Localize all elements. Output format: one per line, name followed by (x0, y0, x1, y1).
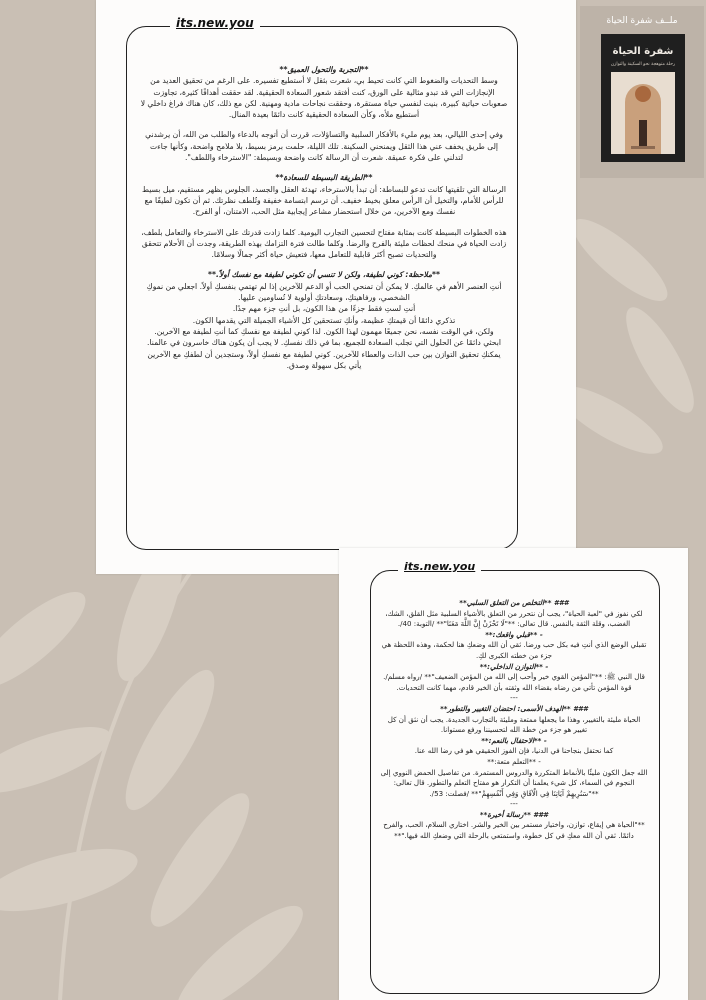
paragraph: --- (510, 799, 518, 809)
book-cover (601, 34, 685, 162)
paragraph: هذه الخطوات البسيطة كانت بمثابة مفتاح لتحسين التجارب اليومية. كلما زادت قدرتك على الاسترخاء والتعامل بلطف، زادت الحياة في منحك لحظات مليئة بالفرح والرضا. وكلما طالت فترة التزامك بهذه الطريقة، وجدت أن الأحلام تتحقق والتحديات تصبح أكثر قابلية للتعامل معها، فتعيش حياة أكثر جمالًا وسلامًا. (141, 227, 507, 260)
section-heading: **التجربة والتحول العميق** (279, 65, 369, 74)
page-2-brand-title: its.new.you (398, 560, 481, 573)
book-header: ملــف شفرة الحياة (606, 16, 678, 26)
cover-subtitle: رحلة متوهجة نحو السكينة والتوازن (610, 62, 676, 67)
paragraph: أنتِ العنصر الأهم في عالمكِ. لا يمكن أن تمنحي الحب أو الدعم للآخرين إذا لم تهتمي بنفسكِ أولاً. اجعلي من نموكِ الشخصي، ورفاهيتكِ، وسعادتكِ أولوية لا تُساومين عليها. (146, 281, 502, 303)
cover-title: شفرة الحياة (612, 46, 674, 57)
paragraph: كما نحتفل بنجاحنا في الدنيا، فإن الفوز الحقيقي هو في رضا الله عنا. (414, 746, 614, 756)
paragraph: الله جعل الكون مليئًا بالأنماط المتكررة والدروس المستمرة. من تفاصيل الحمض النووي إلى النجوم في السماء، كل شيء يعلمنا أن التكرار هو مفتاح التعلم والتطور. قال تعالى: **"سَنُرِيهِمْ آيَاتِنَا فِي الْآفَاقِ وَفِي أَنْفُسِهِمْ"** /فصلت: 53/. (380, 767, 648, 798)
paragraph: وفي إحدى الليالي، بعد يوم مليء بالأفكار السلبية والتساؤلات، قررت أن أتوجه بالدعاء والطلب من الله، أن يرشدني إلى طريق يخفف عني هذا الثقل ويمنحني السكينة. تلك الليلة، حلمت برمز بسيط، بلا ملامح واضحة، وكأنها جاءت لتدلني على فكرة عميقة. شعرت أن الرسالة كانت واضحة وبسيطة: "الاسترخاء واللطف". (145, 130, 503, 163)
paragraph: الحياة مليئة بالتغيير، وهذا ما يجعلها ممتعة ومليئة بالتجارب الجديدة. يجب أن نثق أن كل تغيير هو جزء من خطة الله لتحسيننا ورفع مستوانا. (387, 714, 641, 735)
paragraph: الرسالة التي تلقيتها كانت تدعو للبساطة: أن تبدأ بالاسترخاء، تهدئة العقل والجسد، الجلوس بظهر مستقيم، ميل بسيط للرأس للأمام، والتخيل أن الرأس معلق بخيط خفيف. أن ترسم ابتسامة خفيفة وتُلطف نظرتك. ثم أن تكون لطيفًا مع نفسك ومع الآخرين، من خلال استحضار مشاعر إيجابية مثل الحب، الامتنان، أو الفرح. (142, 184, 506, 217)
section-heading: - **قبلي واقعك:** (485, 629, 543, 639)
spacer (140, 260, 508, 269)
paragraph: قال النبي ﷺ: **"المؤمن القوي خير وأحب إلى الله من المؤمن الضعيف"** /رواه مسلم/. قوة المؤمن تأتي من رضاه بقضاء الله وثقته بأن الخير قادم، مهما كانت التحديات. (383, 672, 645, 692)
paragraph: وسط التحديات والضغوط التي كانت تحيط بي، شعرت بثقل لا أستطيع تفسيره. على الرغم من تحقيق العديد من الإنجازات التي قد تبدو مثالية على الورق، كنت أفتقد شعور السعادة الحقيقية. لقد حققت أهدافًا كثيرة، تجاوزت صعوبات حياتية كبيرة، بنيت لنفسي حياة مستقرة، وحققت نجاحات مادية ومهنية. لكن مع ذلك، كان هناك فراغ داخلي لا أستطيع ملأه، وكأن السعادة الحقيقية كانت دائمًا بعيدة المنال. (140, 76, 508, 120)
paragraph: يمكنكِ تحقيق التوازن بين حب الذات والعطاء للآخرين. كوني لطيفة مع نفسكِ أولاً، وستجدين أن لطفكِ مع الآخرين يأتي بكل سهولة وصدق. (147, 349, 501, 370)
section-heading: ### **التخلص من التعلق السلبي** (459, 598, 569, 607)
section-heading: - **الاحتفال بالنعم:** (481, 735, 547, 745)
section-heading: **ملاحظة: كوني لطيفة، ولكن لا تنسي أن تكوني لطيفة مع نفسك أولاً.** (208, 270, 440, 280)
paragraph: **"الحياة هي إيقاع، توازن، واختيار مستمر بين الخير والشر. اختاري السلام، الحب، والفرح دائمًا. ثقي أن الله معكِ في كل خطوة، واستمتعي بالرحلة التي وضعكِ الله فيها."** (383, 820, 645, 841)
section-heading: ### **الهدف الأسمى: احتضان التغيير والتطور** (440, 703, 588, 713)
page-2-content (380, 598, 648, 842)
spacer (140, 218, 508, 227)
cover-illustration (611, 72, 675, 154)
page-1-content (140, 64, 508, 371)
section-heading: **الطريقة البسيطة للسعادة** (275, 173, 373, 183)
section-heading: ### **رسالة أخيرة** (479, 809, 549, 819)
book-cover-card (580, 6, 704, 178)
paragraph: --- (510, 693, 518, 703)
spacer (140, 163, 508, 172)
paragraph: ولكن، في الوقت نفسه، نحن جميعًا مهمون لهذا الكون. لذا كوني لطيفة مع نفسكِ كما أنتِ لطيفة مع الآخرين. (154, 326, 494, 336)
paragraph: - **التعلم متعة:** (487, 756, 541, 766)
paragraph: لكي نفوز في "لعبة الحياة"، يجب أن نتحرر من التعلق بالأشياء السلبية مثل القلق، الشك، الغضب، وقلة الثقة بالنفس. قال تعالى: **"لَا تَحْزَنْ إِنَّ اللَّهَ مَعَنَا"** /التوبة: 40/. (385, 608, 643, 629)
paragraph: ابحثي دائمًا عن الحلول التي تجلب السعادة للجميع، بما في ذلك نفسكِ. لا يجب أن يكون هناك خاسرون في عالمنا. (147, 338, 501, 348)
page-1-brand-title: its.new.you (170, 16, 260, 30)
section-heading: - **التوازن الداخلي:** (479, 661, 549, 671)
paragraph: أنتِ لستِ فقط جزءًا من هذا الكون، بل أنتِ جزء مهم جدًا. (232, 304, 416, 314)
paragraph: تقبلي الوضع الذي أنتِ فيه بكل حب ورضا. ثقي أن الله وضعكِ هنا لحكمة، وهذه اللحظة هي جزء من خطته الكبرى لكِ. (381, 640, 647, 660)
paragraph: تذكري دائمًا أن قيمتكِ عظيمة، وأنكِ تستحقين كل الأشياء الجميلة التي يقدمها الكون. (192, 315, 456, 325)
spacer (140, 120, 508, 129)
